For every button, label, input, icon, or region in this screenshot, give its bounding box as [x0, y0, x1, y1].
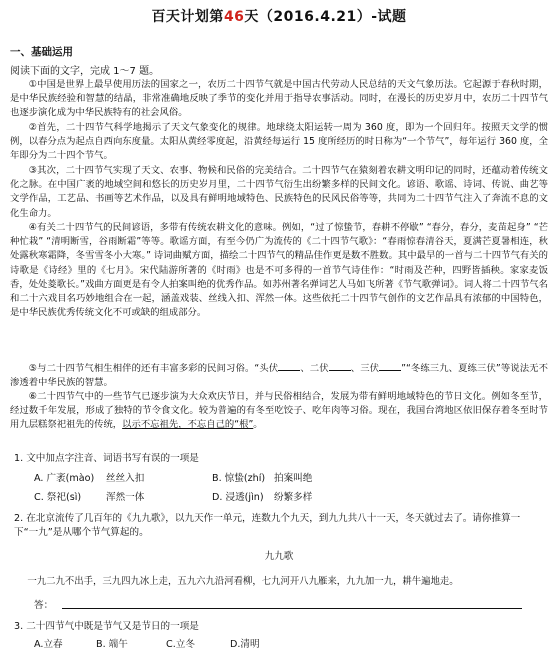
section-heading: 一、基础运用 — [10, 46, 73, 58]
q1-option-b-reading[interactable]: B. 惊蛰(zhí) — [212, 473, 266, 484]
p5-text-b: 、二伏 — [300, 363, 329, 374]
question-1: 1. 文中加点字注音、词语书写有误的一项是 — [14, 453, 199, 464]
paragraph-3: ③其次，二十四节气实现了天文、农事、物候和民俗的完美结合。二十四节气在猿刻着农耕文明印记的同时，还蕴动着传统文化之脉。在中国广袤的地域空间和悠长的历史岁月里，二十四节气衍生出纷繁多样的民间文化。谚语、歌谣、诗词、传说、曲艺等文学作品，工艺品、书画等艺术作品，以及具有鲜明地域特色、民族特色的民风民俗等等，共同为二十四节气注入了奔流不息的文化生命力。 — [10, 165, 548, 219]
title-day-number: 46 — [223, 9, 245, 25]
q1-option-a-word: 丝丝入扣 — [106, 473, 145, 484]
p6-text-c: 。 — [253, 419, 263, 431]
poem-title: 九九歌 — [264, 551, 294, 562]
poem-text: 一九二九不出手，三九四九冰上走，五九六九沿河看柳，七九河开八九雁来，九九加一九，耕牛遍地走。 — [27, 576, 459, 587]
p5-text-c: 、三伏 — [350, 363, 380, 374]
q3-option-d[interactable]: D.清明 — [230, 639, 260, 650]
question-3: 3. 二十四节气中既是节气又是节日的一项是 — [14, 621, 199, 632]
paragraph-1: ①中国是世界上最早使用历法的国家之一，农历二十四节气就是中国古代劳动人民总结的天文气象历法。它起源于春秋时期，是中华民族经验和智慧的结晶，非常准确地反映了季节的变化并用于指导农事活动。同时，在漫长的历史岁月中，农历二十四节气也逐步演化成为中华民族特有的社会风俗。 — [10, 79, 548, 119]
q3-option-a[interactable]: A.立春 — [34, 639, 63, 650]
blank-2[interactable] — [329, 361, 351, 371]
answer-label: 答： — [34, 600, 54, 611]
p6-underlined-text: 以示不忘祖先，不忘自己的“根” — [122, 419, 254, 431]
p5-text-a: ⑤与二十四节气相生相伴的还有丰富多彩的民间习俗。“头伏 — [28, 363, 279, 374]
q1-option-c-reading[interactable]: C. 祭祀(sì) — [34, 492, 82, 503]
title-prefix: 百天计划第 — [151, 9, 224, 25]
question-2: 2. 在北京流传了几百年的《九九歌》，以九天作一单元，连数九个九天，到九九共八十一天，冬天就过去了。请你推算一下“一九”是从哪个节气算起的。 — [14, 513, 521, 538]
q1-option-d-reading[interactable]: D. 浸透(jìn) — [212, 492, 264, 503]
page-title — [0, 6, 558, 26]
q1-option-d-word: 纷繁多样 — [274, 492, 313, 503]
q3-option-c[interactable]: C.立冬 — [166, 639, 195, 650]
instruction-text: 阅读下面的文字，完成 1～7 题。 — [10, 66, 160, 77]
paragraph-2: ②首先，二十四节气科学地揭示了天文气象变化的规律。地球绕太阳运转一周为 360 度，即为一个回归年。按照天文学的惯例，以春分点为起点自西向东度量。太阳从黄经零度起，沿黄经每运行 15 度所经历的时日称为“一个节气”，每年运行 360 度，全年即分为二十四个节气。 — [10, 122, 548, 162]
q1-option-b-word: 拍案叫绝 — [274, 473, 313, 484]
q1-option-a-reading[interactable]: A. 广袤(mào) — [34, 473, 95, 484]
blank-1[interactable] — [278, 361, 300, 371]
blank-3[interactable] — [379, 361, 401, 371]
answer-line[interactable] — [62, 608, 522, 609]
paragraph-5 — [10, 361, 548, 390]
p5-text-d: ”“冬练三九、夏练三伏”等说法无不渗透着中华民族的智慧。 — [10, 363, 548, 389]
q3-option-b[interactable]: B. 端午 — [96, 639, 128, 650]
p6-text-a: ⑥二十四节气中的一些节气已逐步演为大众欢庆节日，并与民俗相结合，发展为带有鲜明地域特色的节日文化。例如冬至节，经过数千年发展，形成了独特的节令食文化。较为普遍的有冬至吃饺子、吃年肉等习俗。现在，我国台湾地区依旧保存着冬至时节用九层糕祭祀祖先的传统， — [10, 391, 548, 431]
paragraph-4: ④有关二十四节气的民间谚语，多带有传统农耕文化的意味。例如，“过了惊蛰节，春耕不停歇” “春分，春分，麦苗起身” “芒种忙栽” “清明断雪，谷雨断霜”等等。歌谣方面，有至今仍广为流传的《二十四节气歌》：“春雨惊春清谷天，夏满芒夏暑相连，秋处露秋寒霜降，冬雪雪冬小大寒。” 诗词曲赋方面，描绘二十四节气的精品佳作更是数不胜数。其中最早的一首与二十四节气有关的诗歌是《诗经》里的《七月》。宋代陆游所著的《时雨》也是不可多得的一首节气诗佳作：“时雨及芒种，四野皆插秧。家家麦饭香，处处菱歌长。”戏曲方面更是有令人拍案叫绝的优秀作品。如苏州著名弹词艺人马如飞所著《节气歌弹词》。词人将二十四节气名和二十六戏目名巧妙地组合在一起，涵盖戏装、丝线入扣、浑然一体。这些依托二十四节气创作的文艺作品具有浓郁的中国特色，是中华民族优秀传统文化不可或缺的组成部分。 — [10, 222, 548, 319]
q1-option-c-word: 浑然一体 — [106, 492, 145, 503]
paragraph-6 — [10, 390, 548, 433]
title-suffix: 天（2016.4.21）-试题 — [244, 9, 407, 25]
